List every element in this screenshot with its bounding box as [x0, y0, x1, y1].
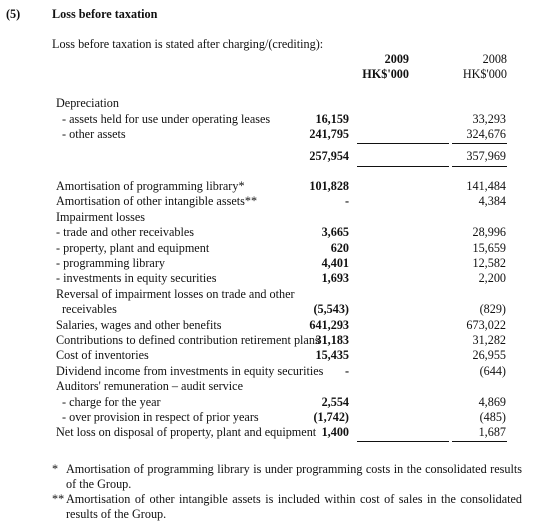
row-label: - trade and other receivables	[56, 225, 195, 239]
section-number: (5)	[6, 7, 21, 21]
table-row	[0, 395, 545, 410]
value-2009: 2,554	[321, 395, 349, 409]
table-row	[0, 194, 545, 209]
row-label: Amortisation of programming library*	[56, 179, 245, 193]
value-2009: 101,828	[309, 179, 349, 193]
value-2008: 324,676	[466, 127, 506, 141]
section-title: Loss before taxation	[52, 7, 158, 21]
row-label: Impairment losses	[56, 210, 146, 224]
row-label: - charge for the year	[62, 395, 161, 409]
value-2009: 4,401	[321, 256, 349, 270]
total-rule-2008	[452, 441, 507, 442]
row-label: Contributions to defined contribution retirement plans	[56, 333, 320, 347]
value-2009: 641,293	[309, 318, 349, 332]
value-2009: -	[344, 364, 349, 378]
value-2009: 241,795	[309, 127, 349, 141]
value-2009: 1,400	[321, 425, 349, 439]
value-2008: (644)	[479, 364, 506, 378]
table-row	[0, 149, 545, 164]
table-row	[0, 225, 545, 240]
table-row	[0, 179, 545, 194]
table-row	[0, 364, 545, 379]
value-2008: 33,293	[472, 112, 506, 126]
value-2008: 31,282	[472, 333, 506, 347]
value-2009: 3,665	[321, 225, 349, 239]
value-2008: 12,582	[472, 256, 506, 270]
subtotal-rule-2008	[452, 143, 507, 144]
footnote-marker: *	[52, 462, 59, 476]
row-label: - other assets	[62, 127, 126, 141]
value-2008: (485)	[479, 410, 506, 424]
table-row	[0, 318, 545, 333]
footnote-marker: **	[52, 492, 65, 506]
row-label: Depreciation	[56, 96, 119, 110]
value-2009: 16,159	[315, 112, 349, 126]
table-row	[0, 256, 545, 271]
table-row	[0, 410, 545, 425]
value-2008: 2,200	[478, 271, 506, 285]
table-row	[0, 425, 545, 440]
value-2008: 141,484	[466, 179, 506, 193]
row-label: Net loss on disposal of property, plant and equipment	[56, 425, 317, 439]
value-2009: 31,183	[315, 333, 349, 347]
table-row	[0, 348, 545, 363]
value-2008: 673,022	[466, 318, 506, 332]
subtotal-2009: 257,954	[309, 149, 349, 163]
subtotal-rule-2009	[357, 143, 449, 144]
row-label: Reversal of impairment losses on trade and other	[56, 287, 295, 301]
footnote-text: Amortisation of other intangible assets is included within cost of sales in the consolidated results of the Group.	[66, 492, 522, 522]
row-label: - property, plant and equipment	[56, 241, 210, 255]
row-label: Cost of inventories	[56, 348, 149, 362]
value-2008: 4,869	[478, 395, 506, 409]
value-2009: 620	[330, 241, 349, 255]
column-header-2008-unit: HK$'000	[462, 67, 507, 81]
value-2008: 4,384	[478, 194, 506, 208]
value-2009: (5,543)	[313, 302, 349, 316]
row-label: Amortisation of other intangible assets**	[56, 194, 258, 208]
value-2009: 1,693	[321, 271, 349, 285]
table-row	[0, 302, 545, 317]
table-row	[0, 127, 545, 142]
table-row	[0, 241, 545, 256]
value-2009: 15,435	[315, 348, 349, 362]
row-label: receivables	[62, 302, 117, 316]
value-2008: (829)	[479, 302, 506, 316]
row-label: - programming library	[56, 256, 165, 270]
table-row	[0, 333, 545, 348]
column-header-2009-unit: HK$'000	[362, 67, 409, 81]
value-2008: 26,955	[472, 348, 506, 362]
subtotal-2008: 357,969	[466, 149, 506, 163]
footnote-1	[52, 462, 522, 492]
subtotal-underline-2008	[452, 166, 507, 167]
row-label: Auditors' remuneration – audit service	[56, 379, 243, 393]
value-2009: -	[344, 194, 349, 208]
row-label: - assets held for use under operating leases	[62, 112, 271, 126]
footnote-2	[52, 492, 522, 522]
table-row	[0, 379, 545, 394]
column-header-2009-year: 2009	[384, 52, 409, 66]
row-label: - investments in equity securities	[56, 271, 217, 285]
subtotal-underline-2009	[357, 166, 449, 167]
column-header-2008-year: 2008	[482, 52, 507, 66]
table-row	[0, 271, 545, 286]
table-row	[0, 96, 545, 111]
value-2008: 15,659	[472, 241, 506, 255]
row-label: Dividend income from investments in equity securities	[56, 364, 324, 378]
row-label: - over provision in respect of prior years	[62, 410, 259, 424]
row-label: Salaries, wages and other benefits	[56, 318, 222, 332]
table-row	[0, 287, 545, 302]
intro-text: Loss before taxation is stated after charging/(crediting):	[52, 37, 324, 51]
total-rule-2009	[357, 441, 449, 442]
table-row	[0, 112, 545, 127]
value-2009: (1,742)	[313, 410, 349, 424]
table-row	[0, 210, 545, 225]
footnote-text: Amortisation of programming library is under programming costs in the consolidated results of the Group.	[66, 462, 522, 492]
value-2008: 1,687	[478, 425, 506, 439]
value-2008: 28,996	[472, 225, 506, 239]
